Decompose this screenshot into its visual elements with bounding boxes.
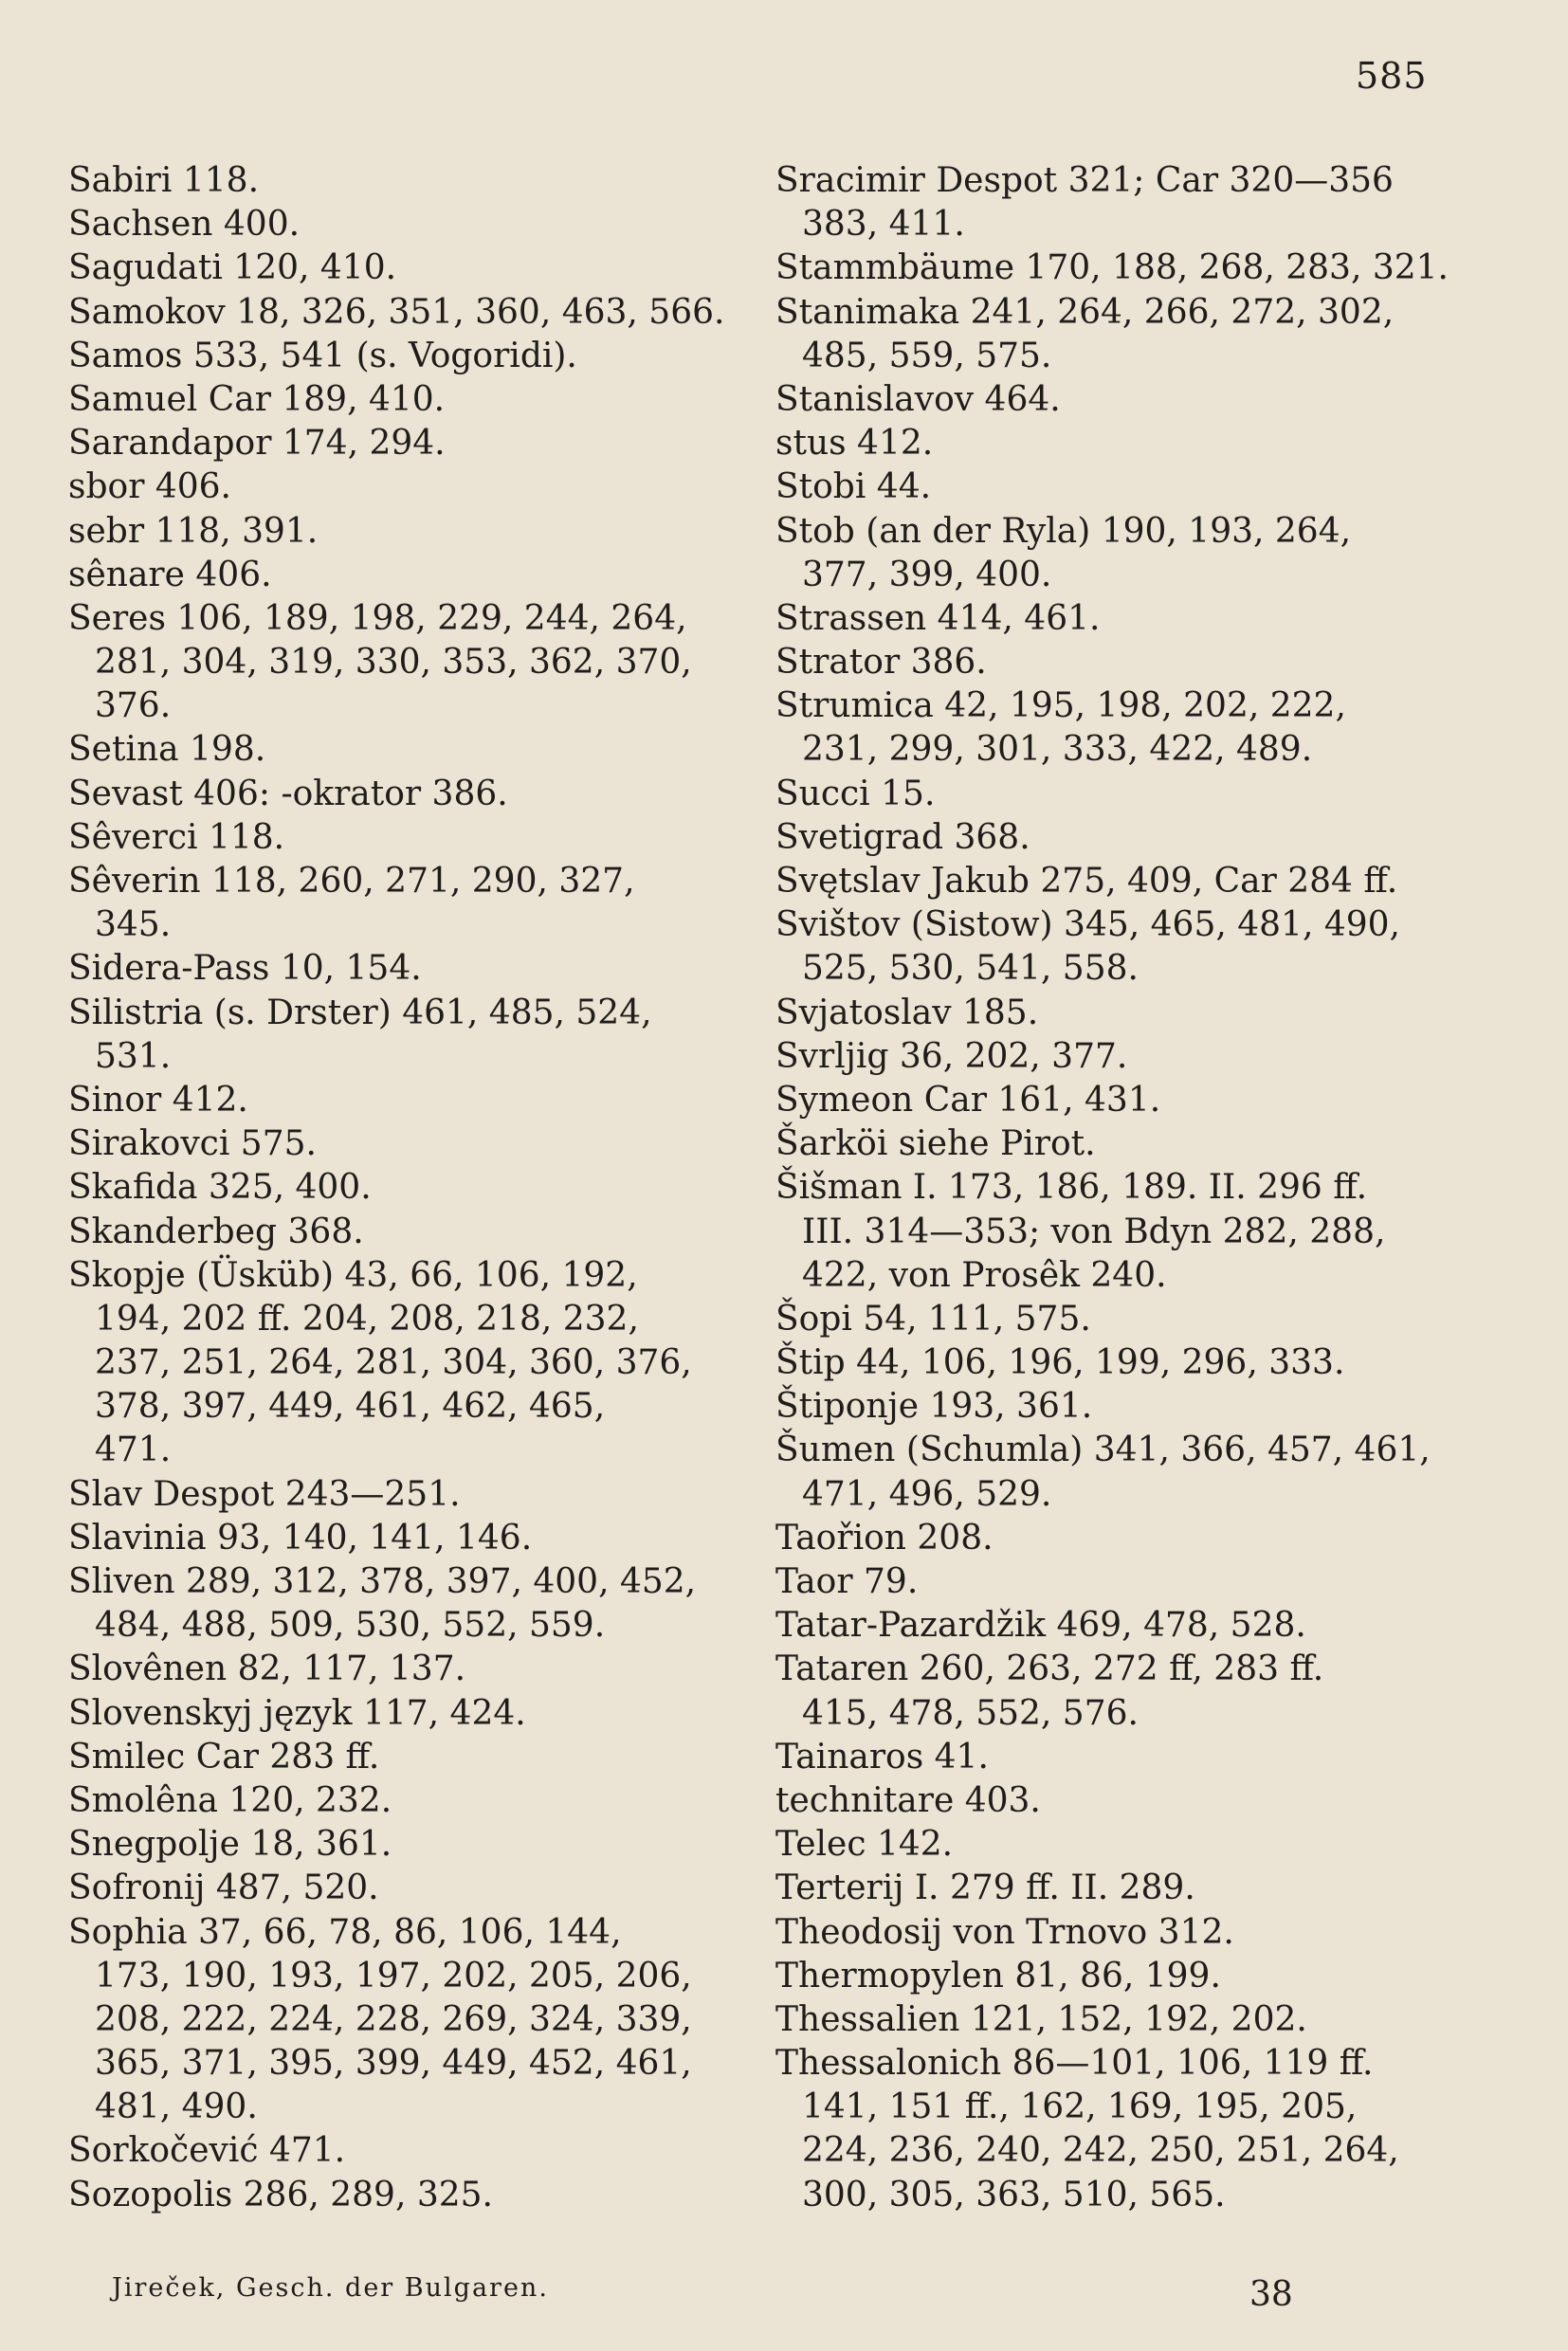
index-line: 525, 530, 541, 558. — [802, 949, 1139, 989]
index-line: Samuel Car 189, 410. — [68, 379, 446, 419]
index-line: 481, 490. — [95, 2087, 258, 2127]
index-line: stus 412. — [775, 424, 934, 464]
index-line: Svetigrad 368. — [775, 817, 1030, 857]
index-line: technitare 403. — [775, 1780, 1041, 1820]
index-line: Stob (an der Ryla) 190, 193, 264, — [775, 511, 1352, 551]
index-line: Silistria (s. Drster) 461, 485, 524, — [68, 993, 652, 1032]
index-line: 231, 299, 301, 333, 422, 489. — [802, 730, 1313, 770]
index-line: Sarandapor 174, 294. — [68, 424, 446, 464]
index-line: 237, 251, 264, 281, 304, 360, 376, — [95, 1343, 692, 1383]
index-line: 300, 305, 363, 510, 565. — [802, 2175, 1226, 2214]
index-line: Sliven 289, 312, 378, 397, 400, 452, — [68, 1562, 697, 1601]
index-line: Stanimaka 241, 264, 266, 272, 302, — [775, 292, 1395, 332]
index-line: Samokov 18, 326, 351, 360, 463, 566. — [68, 292, 725, 332]
index-line: 376. — [95, 686, 172, 726]
index-line: Sinor 412. — [68, 1080, 248, 1120]
index-line: Stammbäume 170, 188, 268, 283, 321. — [775, 248, 1449, 288]
index-line: Setina 198. — [68, 730, 266, 770]
index-line: Skopje (Üsküb) 43, 66, 106, 192, — [68, 1255, 638, 1295]
index-line: Slovênen 82, 117, 137. — [68, 1649, 466, 1689]
index-line: Strator 386. — [775, 643, 987, 683]
index-line: 224, 236, 240, 242, 250, 251, 264, — [802, 2131, 1399, 2171]
footer-attribution: Jireček, Gesch. der Bulgaren. — [112, 2273, 549, 2303]
index-line: Thessalonich 86—101, 106, 119 ff. — [775, 2044, 1374, 2084]
index-line: Sozopolis 286, 289, 325. — [68, 2175, 493, 2214]
index-line: Strassen 414, 461. — [775, 598, 1101, 638]
index-line: Svjatoslav 185. — [775, 993, 1039, 1032]
index-line: Smolêna 120, 232. — [68, 1780, 392, 1820]
index-line: Svętslav Jakub 275, 409, Car 284 ff. — [775, 862, 1398, 901]
index-line: 531. — [95, 1036, 172, 1076]
index-line: Sofronij 487, 520. — [68, 1868, 379, 1908]
index-line: Stanislavov 464. — [775, 379, 1061, 419]
index-line: 378, 397, 449, 461, 462, 465, — [95, 1387, 606, 1427]
index-line: 485, 559, 575. — [802, 336, 1052, 375]
index-line: 141, 151 ff., 162, 169, 195, 205, — [802, 2087, 1358, 2127]
index-line: Šarköi siehe Pirot. — [775, 1124, 1096, 1164]
index-line: Sophia 37, 66, 78, 86, 106, 144, — [68, 1912, 622, 1952]
right-column — [775, 159, 1449, 2217]
index-line: Šopi 54, 111, 575. — [775, 1299, 1091, 1339]
index-line: Terterij I. 279 ff. II. 289. — [775, 1868, 1195, 1908]
index-line: 208, 222, 224, 228, 269, 324, 339, — [95, 1999, 692, 2039]
index-line: Šišman I. 173, 186, 189. II. 296 ff. — [775, 1168, 1368, 1208]
index-line: Skafida 325, 400. — [68, 1168, 372, 1208]
index-line: Smilec Car 283 ff. — [68, 1737, 380, 1777]
index-line: Tainaros 41. — [775, 1737, 989, 1777]
index-line: Sracimir Despot 321; Car 320—356 — [775, 161, 1394, 200]
index-line: Symeon Car 161, 431. — [775, 1080, 1161, 1120]
index-line: Succi 15. — [775, 774, 936, 813]
index-line: Sêverci 118. — [68, 817, 285, 857]
index-line: 471. — [95, 1431, 172, 1470]
index-line: Samos 533, 541 (s. Vogoridi). — [68, 336, 577, 375]
index-line: 173, 190, 193, 197, 202, 205, 206, — [95, 1956, 692, 1996]
index-line: Svrljig 36, 202, 377. — [775, 1036, 1128, 1076]
left-column — [68, 159, 732, 2217]
index-line: Sorkočević 471. — [68, 2131, 346, 2171]
index-line: 345. — [95, 905, 172, 945]
index-line: 484, 488, 509, 530, 552, 559. — [95, 1606, 606, 1646]
index-line: Slav Despot 243—251. — [68, 1474, 461, 1514]
index-line: Sevast 406: -okrator 386. — [68, 774, 508, 813]
index-line: Thermopylen 81, 86, 199. — [775, 1956, 1221, 1996]
index-line: Štip 44, 106, 196, 199, 296, 333. — [775, 1343, 1345, 1383]
index-line: Tataren 260, 263, 272 ff, 283 ff. — [775, 1649, 1324, 1689]
index-line: sbor 406. — [68, 467, 232, 507]
page-number: 585 — [1356, 55, 1428, 97]
index-line: Stobi 44. — [775, 467, 932, 507]
index-line: Skanderbeg 368. — [68, 1212, 364, 1251]
signature-mark: 38 — [1249, 2275, 1293, 2314]
index-line: Snegpolje 18, 361. — [68, 1825, 392, 1865]
index-line: Taořion 208. — [775, 1518, 994, 1558]
index-line: Sirakovci 575. — [68, 1124, 317, 1164]
index-line: Šumen (Schumla) 341, 366, 457, 461, — [775, 1431, 1431, 1470]
index-line: Štiponje 193, 361. — [775, 1387, 1093, 1427]
index-line: 415, 478, 552, 576. — [802, 1693, 1139, 1733]
index-line: Sidera-Pass 10, 154. — [68, 949, 422, 989]
index-line: Sachsen 400. — [68, 205, 301, 245]
index-line: Svištov (Sistow) 345, 465, 481, 490, — [775, 905, 1401, 945]
index-line: sebr 118, 391. — [68, 511, 319, 551]
index-line: Slovenskyj język 117, 424. — [68, 1693, 526, 1733]
index-line: 383, 411. — [802, 205, 965, 245]
index-line: Strumica 42, 195, 198, 202, 222, — [775, 686, 1346, 726]
index-line: 281, 304, 319, 330, 353, 362, 370, — [95, 643, 692, 683]
index-line: Thessalien 121, 152, 192, 202. — [775, 1999, 1307, 2039]
index-line: 377, 399, 400. — [802, 555, 1052, 594]
index-line: III. 314—353; von Bdyn 282, 288, — [802, 1212, 1386, 1251]
index-line: Seres 106, 189, 198, 229, 244, 264, — [68, 598, 687, 638]
index-line: Theodosij von Trnovo 312. — [775, 1912, 1234, 1952]
index-line: 365, 371, 395, 399, 449, 452, 461, — [95, 2044, 692, 2084]
index-line: 471, 496, 529. — [802, 1474, 1052, 1514]
index-line: sênare 406. — [68, 555, 272, 594]
index-line: Tatar-Pazardžik 469, 478, 528. — [775, 1606, 1306, 1646]
index-line: Telec 142. — [775, 1825, 954, 1865]
index-line: Sabiri 118. — [68, 161, 260, 200]
index-line: Sêverin 118, 260, 271, 290, 327, — [68, 862, 635, 901]
index-line: 422, von Prosêk 240. — [802, 1255, 1167, 1295]
index-line: Taor 79. — [775, 1562, 919, 1601]
index-line: 194, 202 ff. 204, 208, 218, 232, — [95, 1299, 639, 1339]
index-line: Sagudati 120, 410. — [68, 248, 397, 288]
index-line: Slavinia 93, 140, 141, 146. — [68, 1518, 533, 1558]
